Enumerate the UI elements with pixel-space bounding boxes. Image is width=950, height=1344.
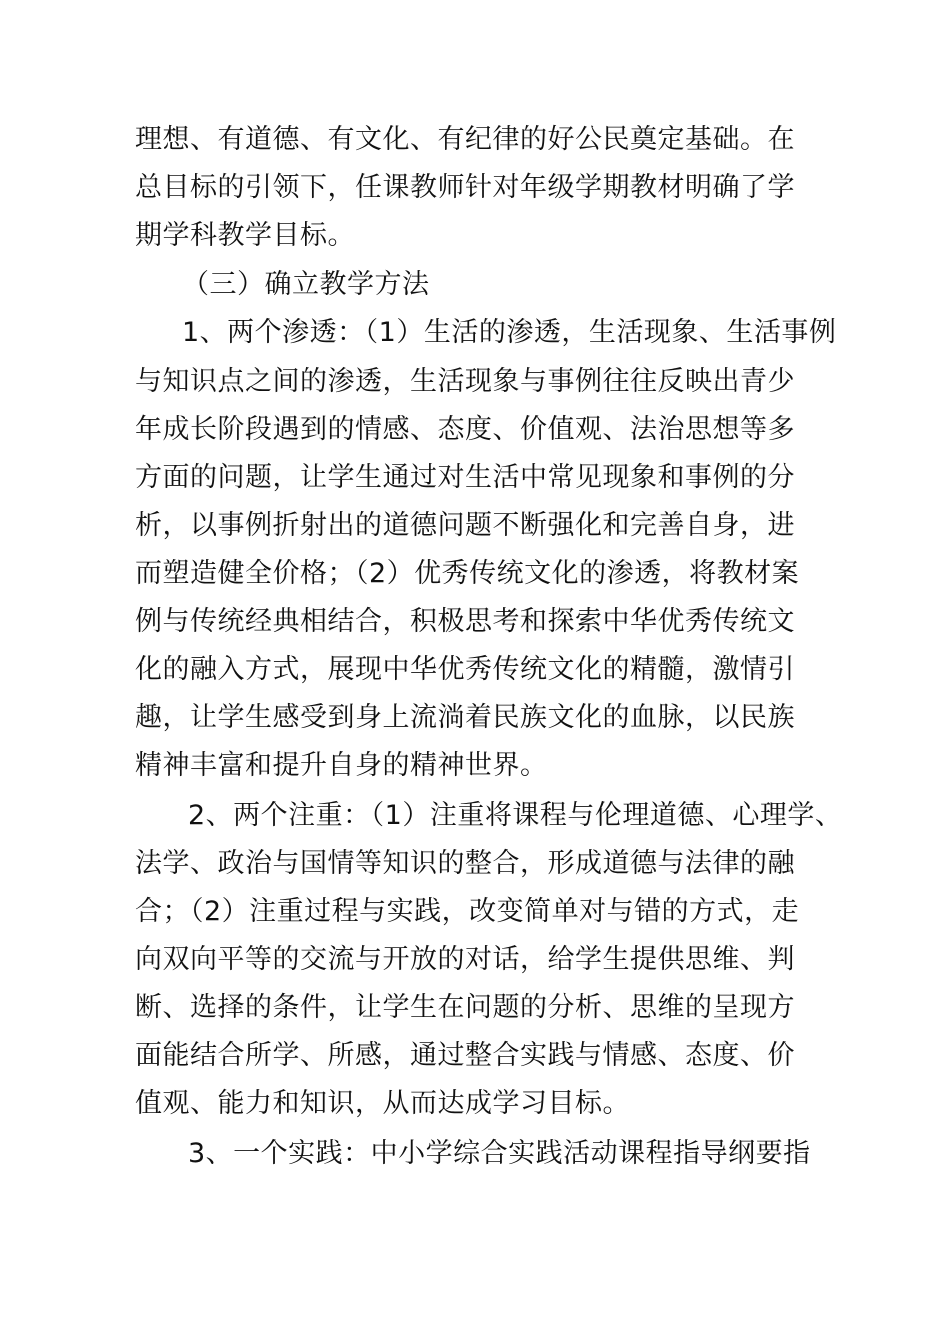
item-1-line: 精神丰富和提升自身的精神世界。 xyxy=(135,750,548,781)
item-2-line: 断、选择的条件，让学生在问题的分析、思维的呈现方 xyxy=(135,992,795,1023)
item-1-line: 例与传统经典相结合，积极思考和探索中华优秀传统文 xyxy=(135,606,795,637)
item-1-line: 年成长阶段遇到的情感、态度、价值观、法治思想等多 xyxy=(135,414,795,445)
item-2-line: 合；（2）注重过程与实践，改变简单对与错的方式，走 xyxy=(135,896,800,927)
item-1-line: 化的融入方式，展现中华优秀传统文化的精髓，激情引 xyxy=(135,654,795,685)
item-1-line: 而塑造健全价格；（2）优秀传统文化的渗透，将教材案 xyxy=(135,558,800,589)
item-2-line: 向双向平等的交流与开放的对话，给学生提供思维、判 xyxy=(135,944,795,975)
item-1-line: 趣，让学生感受到身上流淌着民族文化的血脉，以民族 xyxy=(135,702,795,733)
item-2-line: 法学、政治与国情等知识的整合，形成道德与法律的融 xyxy=(135,848,795,879)
section-heading: （三）确立教学方法 xyxy=(182,269,430,300)
item-2-line: 2、两个注重：（1）注重将课程与伦理道德、心理学、 xyxy=(188,800,843,831)
item-2-line: 值观、能力和知识，从而达成学习目标。 xyxy=(135,1088,630,1119)
paragraph-line: 理想、有道德、有文化、有纪律的好公民奠定基础。在 xyxy=(135,124,795,155)
item-2-line: 面能结合所学、所感，通过整合实践与情感、态度、价 xyxy=(135,1040,795,1071)
paragraph-line: 期学科教学目标。 xyxy=(135,220,355,251)
item-1-line: 1、两个渗透：（1）生活的渗透，生活现象、生活事例 xyxy=(182,317,837,348)
item-1-line: 与知识点之间的渗透，生活现象与事例往往反映出青少 xyxy=(135,366,795,397)
item-1-line: 析，以事例折射出的道德问题不断强化和完善自身，进 xyxy=(135,510,795,541)
item-1-line: 方面的问题，让学生通过对生活中常见现象和事例的分 xyxy=(135,462,795,493)
item-3-line: 3、一个实践：中小学综合实践活动课程指导纲要指 xyxy=(188,1138,811,1169)
paragraph-line: 总目标的引领下，任课教师针对年级学期教材明确了学 xyxy=(135,172,795,203)
